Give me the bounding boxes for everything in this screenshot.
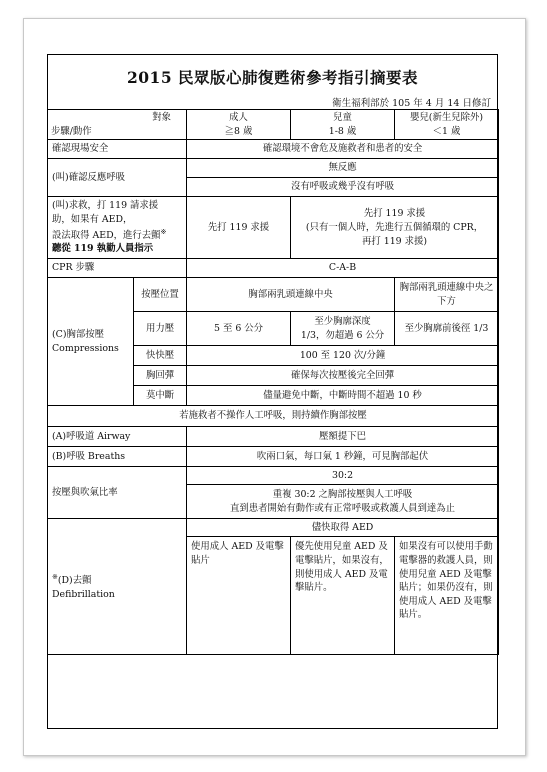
rate-label: 快快壓 (134, 346, 187, 366)
force-adult: 5 至 6 公分 (187, 312, 291, 346)
adult-age: ≧8 歲 (224, 125, 253, 137)
ratio-text (187, 485, 499, 519)
position-infant: 胸部兩乳頭連線中央之下方 (395, 278, 499, 312)
defib-step-line2: Defibrillation (52, 588, 115, 600)
no-breath-note-row (48, 406, 499, 427)
ratio-value: 30:2 (187, 467, 499, 485)
call-child-infant (291, 197, 499, 259)
defib-child: 優先使用兒童 AED 及電擊貼片，如果沒有，則使用成人 AED 及電擊貼片。 (291, 537, 395, 655)
position-adult-child: 胸部兩乳頭連線中央 (187, 278, 395, 312)
ratio-line1: 重複 30:2 之胸部按壓與人工呼吸 (272, 489, 413, 501)
recoil-text: 確保每次按壓後完全回彈 (187, 366, 499, 386)
scene-safety-text: 確認環境不會危及施救者和患者的安全 (187, 140, 499, 159)
call-step-dispatcher: 聽從 119 執勤人員指示 (52, 243, 154, 255)
target-label: 對象 (152, 112, 172, 123)
infant-label: 嬰兒(新生兒除外) (410, 112, 483, 123)
call-row (48, 197, 499, 259)
call-adult: 先打 119 求援 (187, 197, 291, 259)
revision-note: 衛生福利部於 105 年 4 月 14 日修訂 (332, 98, 491, 109)
breaths-text: 吹兩口氣，每口氣 1 秒鐘，可見胸部起伏 (187, 447, 499, 467)
call-step-line1: (叫)求救，打 119 請求援 (52, 200, 159, 212)
call-step-line3: 設法取得 AED，進行去顫 (52, 229, 161, 241)
force-child-line1: 至少胸廓深度 (314, 316, 371, 328)
step-label: 步驟/動作 (51, 125, 92, 137)
defib-step-mark: ※ (52, 573, 58, 582)
header-row (48, 110, 499, 140)
adult-label: 成人 (229, 112, 248, 123)
compressions-step-line1: (C)胸部按壓 (52, 329, 104, 341)
child-header (291, 110, 395, 140)
airway-step: (A)呼吸道 Airway (48, 427, 187, 447)
child-label: 兒童 (333, 112, 352, 123)
compressions-step-line2: Compressions (52, 342, 119, 354)
defib-top-row (48, 519, 499, 537)
page-title: 2015 民眾版心肺復甦術參考指引摘要表 (126, 68, 419, 87)
adult-header (187, 110, 291, 140)
defib-adult: 使用成人 AED 及電擊貼片 (187, 537, 291, 655)
rate-text: 100 至 120 次/分鐘 (187, 346, 499, 366)
call-step-line2: 助，如果有 AED， (52, 214, 133, 226)
breaths-row (48, 447, 499, 467)
ratio-step: 按壓與吹氣比率 (48, 467, 187, 519)
child-age: 1-8 歲 (328, 125, 357, 137)
header-corner-cell (48, 110, 187, 140)
breaths-step: (B)呼吸 Breaths (48, 447, 187, 467)
call-child-line2: (只有一個人時，先進行五個循環的 CPR， (305, 221, 484, 233)
cpr-summary-table (47, 109, 499, 655)
airway-text: 壓額提下巴 (187, 427, 499, 447)
ratio-value-row (48, 467, 499, 485)
recoil-label: 胸回彈 (134, 366, 187, 386)
interrupt-label: 莫中斷 (134, 386, 187, 406)
call-child-line3: 再打 119 求援) (362, 235, 428, 247)
defib-step-line1: (D)去顫 (57, 575, 92, 587)
position-label: 按壓位置 (134, 278, 187, 312)
airway-row (48, 427, 499, 447)
responsiveness-line2: 沒有呼吸或幾乎沒有呼吸 (187, 178, 499, 197)
scene-safety-row (48, 140, 499, 159)
cpr-steps-step: CPR 步驟 (48, 259, 187, 278)
compression-position-row (48, 278, 499, 312)
responsiveness-line1: 無反應 (187, 159, 499, 178)
compressions-step (48, 278, 134, 406)
cpr-steps-text: C-A-B (187, 259, 499, 278)
infant-age: ＜1 歲 (432, 125, 461, 137)
interrupt-text: 儘量避免中斷，中斷時間不超過 10 秒 (187, 386, 499, 406)
defib-top: 儘快取得 AED (187, 519, 499, 537)
infant-header (395, 110, 499, 140)
responsiveness-step: (叫)確認反應呼吸 (48, 159, 187, 197)
defib-infant: 如果沒有可以使用手動電擊器的救護人員，則使用兒童 AED 及電擊貼片；如果仍沒有，則使用成人 AED 及電擊貼片。 (395, 537, 499, 655)
cpr-steps-row (48, 259, 499, 278)
responsiveness-row (48, 159, 499, 178)
call-child-line1: 先打 119 求援 (363, 208, 426, 220)
force-child (291, 312, 395, 346)
defib-step (48, 519, 187, 655)
defib-reference-mark: ※ (160, 227, 167, 236)
scene-safety-step: 確認現場安全 (48, 140, 187, 159)
force-child-line2: 1/3，勿超過 6 公分 (300, 329, 385, 341)
ratio-line2: 直到患者開始有動作或有正常呼吸或救護人員到達為止 (230, 502, 456, 514)
force-label: 用力壓 (134, 312, 187, 346)
document-page (23, 18, 526, 756)
summary-frame (47, 54, 498, 729)
call-step (48, 197, 187, 259)
no-breath-note: 若施救者不操作人工呼吸，則持續作胸部按壓 (48, 406, 499, 427)
force-infant: 至少胸廓前後徑 1/3 (395, 312, 499, 346)
